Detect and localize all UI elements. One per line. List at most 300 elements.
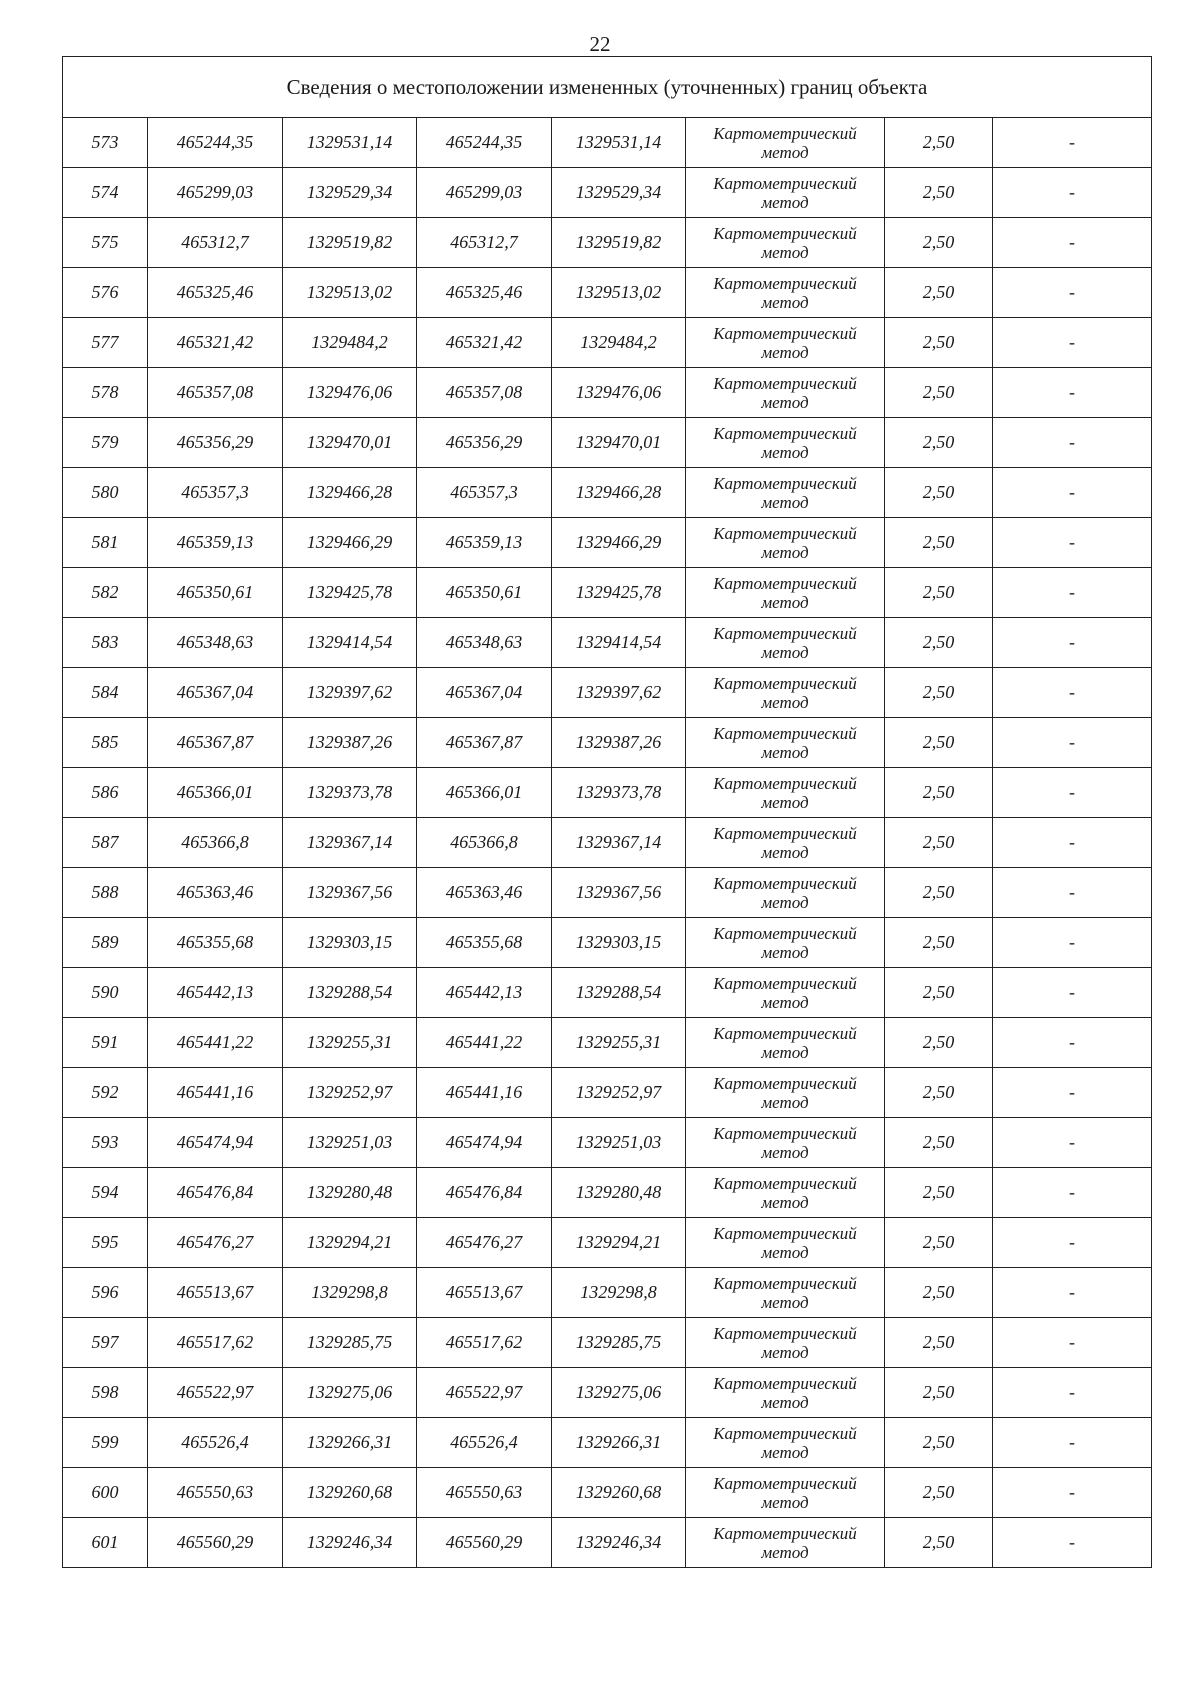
description-cell: -	[993, 618, 1152, 668]
method-cell	[686, 1518, 885, 1568]
table-row	[63, 668, 1152, 718]
method-line-1: Картометрический	[713, 873, 857, 893]
method-line-2: метод	[761, 1142, 809, 1162]
refined-x-cell: 465367,04	[417, 668, 552, 718]
point-number-cell: 574	[63, 168, 148, 218]
existing-x-cell: 465441,16	[148, 1068, 283, 1118]
method-line-2: метод	[761, 242, 809, 262]
method-line-1: Картометрический	[713, 473, 857, 493]
existing-y-cell: 1329251,03	[283, 1118, 417, 1168]
point-number-cell: 584	[63, 668, 148, 718]
description-cell: -	[993, 1518, 1152, 1568]
description-cell: -	[993, 1018, 1152, 1068]
table-row	[63, 318, 1152, 368]
method-line-1: Картометрический	[713, 1473, 857, 1493]
accuracy-cell: 2,50	[885, 968, 993, 1018]
refined-x-cell: 465526,4	[417, 1418, 552, 1468]
accuracy-cell: 2,50	[885, 318, 993, 368]
accuracy-cell: 2,50	[885, 418, 993, 468]
coordinates-table	[62, 56, 1152, 1568]
method-cell	[686, 918, 885, 968]
method-cell	[686, 868, 885, 918]
method-line-2: метод	[761, 992, 809, 1012]
existing-y-cell: 1329529,34	[283, 168, 417, 218]
existing-x-cell: 465367,87	[148, 718, 283, 768]
existing-x-cell: 465312,7	[148, 218, 283, 268]
refined-y-cell: 1329367,14	[552, 818, 686, 868]
refined-y-cell: 1329519,82	[552, 218, 686, 268]
table-row	[63, 218, 1152, 268]
description-cell: -	[993, 368, 1152, 418]
accuracy-cell: 2,50	[885, 118, 993, 168]
method-cell	[686, 168, 885, 218]
existing-x-cell: 465359,13	[148, 518, 283, 568]
table-title: Сведения о местоположении измененных (уточненных) границ объекта	[63, 57, 1152, 118]
refined-x-cell: 465355,68	[417, 918, 552, 968]
refined-x-cell: 465350,61	[417, 568, 552, 618]
page-number: 22	[589, 32, 611, 56]
method-cell	[686, 218, 885, 268]
existing-x-cell: 465513,67	[148, 1268, 283, 1318]
existing-x-cell: 465366,01	[148, 768, 283, 818]
accuracy-cell: 2,50	[885, 1518, 993, 1568]
method-line-2: метод	[761, 342, 809, 362]
method-line-2: метод	[761, 1042, 809, 1062]
method-line-2: метод	[761, 592, 809, 612]
existing-y-cell: 1329246,34	[283, 1518, 417, 1568]
existing-x-cell: 465356,29	[148, 418, 283, 468]
method-cell	[686, 1018, 885, 1068]
existing-x-cell: 465474,94	[148, 1118, 283, 1168]
method-line-2: метод	[761, 192, 809, 212]
existing-y-cell: 1329466,28	[283, 468, 417, 518]
existing-x-cell: 465476,27	[148, 1218, 283, 1268]
point-number-cell: 599	[63, 1418, 148, 1468]
method-cell	[686, 468, 885, 518]
refined-x-cell: 465441,16	[417, 1068, 552, 1118]
refined-x-cell: 465550,63	[417, 1468, 552, 1518]
method-cell	[686, 268, 885, 318]
existing-x-cell: 465363,46	[148, 868, 283, 918]
existing-y-cell: 1329531,14	[283, 118, 417, 168]
refined-x-cell: 465321,42	[417, 318, 552, 368]
point-number-cell: 577	[63, 318, 148, 368]
refined-x-cell: 465366,01	[417, 768, 552, 818]
description-cell: -	[993, 1268, 1152, 1318]
refined-x-cell: 465367,87	[417, 718, 552, 768]
refined-y-cell: 1329275,06	[552, 1368, 686, 1418]
refined-y-cell: 1329252,97	[552, 1068, 686, 1118]
table-row	[63, 568, 1152, 618]
refined-x-cell: 465513,67	[417, 1268, 552, 1318]
table-row	[63, 868, 1152, 918]
refined-y-cell: 1329373,78	[552, 768, 686, 818]
accuracy-cell: 2,50	[885, 1018, 993, 1068]
description-cell: -	[993, 318, 1152, 368]
description-cell: -	[993, 268, 1152, 318]
existing-x-cell: 465357,08	[148, 368, 283, 418]
existing-x-cell: 465476,84	[148, 1168, 283, 1218]
point-number-cell: 585	[63, 718, 148, 768]
method-line-1: Картометрический	[713, 123, 857, 143]
point-number-cell: 578	[63, 368, 148, 418]
method-line-2: метод	[761, 1092, 809, 1112]
method-cell	[686, 1418, 885, 1468]
existing-y-cell: 1329298,8	[283, 1268, 417, 1318]
table-row	[63, 1318, 1152, 1368]
refined-x-cell: 465442,13	[417, 968, 552, 1018]
method-line-1: Картометрический	[713, 573, 857, 593]
description-cell: -	[993, 918, 1152, 968]
point-number-cell: 596	[63, 1268, 148, 1318]
refined-x-cell: 465312,7	[417, 218, 552, 268]
table-row	[63, 1018, 1152, 1068]
method-line-2: метод	[761, 692, 809, 712]
method-line-1: Картометрический	[713, 523, 857, 543]
refined-x-cell: 465359,13	[417, 518, 552, 568]
refined-y-cell: 1329280,48	[552, 1168, 686, 1218]
existing-y-cell: 1329266,31	[283, 1418, 417, 1468]
refined-y-cell: 1329298,8	[552, 1268, 686, 1318]
refined-x-cell: 465560,29	[417, 1518, 552, 1568]
table-row	[63, 268, 1152, 318]
accuracy-cell: 2,50	[885, 818, 993, 868]
point-number-cell: 583	[63, 618, 148, 668]
method-line-1: Картометрический	[713, 1223, 857, 1243]
accuracy-cell: 2,50	[885, 218, 993, 268]
table-row	[63, 968, 1152, 1018]
method-line-1: Картометрический	[713, 1023, 857, 1043]
method-line-1: Картометрический	[713, 173, 857, 193]
existing-x-cell: 465441,22	[148, 1018, 283, 1068]
existing-y-cell: 1329288,54	[283, 968, 417, 1018]
method-line-1: Картометрический	[713, 1073, 857, 1093]
accuracy-cell: 2,50	[885, 668, 993, 718]
accuracy-cell: 2,50	[885, 1218, 993, 1268]
existing-y-cell: 1329513,02	[283, 268, 417, 318]
point-number-cell: 587	[63, 818, 148, 868]
existing-y-cell: 1329476,06	[283, 368, 417, 418]
refined-y-cell: 1329285,75	[552, 1318, 686, 1368]
method-cell	[686, 718, 885, 768]
refined-x-cell: 465357,3	[417, 468, 552, 518]
existing-x-cell: 465244,35	[148, 118, 283, 168]
refined-y-cell: 1329531,14	[552, 118, 686, 168]
method-line-1: Картометрический	[713, 1173, 857, 1193]
accuracy-cell: 2,50	[885, 1068, 993, 1118]
refined-x-cell: 465357,08	[417, 368, 552, 418]
method-cell	[686, 518, 885, 568]
method-line-2: метод	[761, 642, 809, 662]
method-cell	[686, 418, 885, 468]
existing-x-cell: 465357,3	[148, 468, 283, 518]
existing-x-cell: 465350,61	[148, 568, 283, 618]
table-row	[63, 1468, 1152, 1518]
existing-y-cell: 1329285,75	[283, 1318, 417, 1368]
accuracy-cell: 2,50	[885, 1318, 993, 1368]
method-cell	[686, 1318, 885, 1368]
existing-x-cell: 465367,04	[148, 668, 283, 718]
point-number-cell: 593	[63, 1118, 148, 1168]
refined-y-cell: 1329425,78	[552, 568, 686, 618]
table-row	[63, 918, 1152, 968]
existing-y-cell: 1329367,56	[283, 868, 417, 918]
table-row	[63, 1168, 1152, 1218]
existing-y-cell: 1329387,26	[283, 718, 417, 768]
refined-y-cell: 1329397,62	[552, 668, 686, 718]
method-line-1: Картометрический	[713, 223, 857, 243]
method-line-2: метод	[761, 892, 809, 912]
existing-y-cell: 1329466,29	[283, 518, 417, 568]
table-title-row	[63, 57, 1152, 118]
method-line-1: Картометрический	[713, 823, 857, 843]
existing-x-cell: 465526,4	[148, 1418, 283, 1468]
refined-y-cell: 1329246,34	[552, 1518, 686, 1568]
point-number-cell: 601	[63, 1518, 148, 1568]
point-number-cell: 595	[63, 1218, 148, 1268]
description-cell: -	[993, 1218, 1152, 1268]
refined-x-cell: 465244,35	[417, 118, 552, 168]
existing-y-cell: 1329519,82	[283, 218, 417, 268]
description-cell: -	[993, 1318, 1152, 1368]
table-row	[63, 1268, 1152, 1318]
table-row	[63, 1068, 1152, 1118]
point-number-cell: 582	[63, 568, 148, 618]
refined-x-cell: 465325,46	[417, 268, 552, 318]
table-row	[63, 418, 1152, 468]
point-number-cell: 580	[63, 468, 148, 518]
existing-x-cell: 465299,03	[148, 168, 283, 218]
method-line-1: Картометрический	[713, 273, 857, 293]
point-number-cell: 588	[63, 868, 148, 918]
method-line-2: метод	[761, 842, 809, 862]
existing-y-cell: 1329397,62	[283, 668, 417, 718]
method-line-2: метод	[761, 142, 809, 162]
method-cell	[686, 368, 885, 418]
existing-x-cell: 465522,97	[148, 1368, 283, 1418]
point-number-cell: 576	[63, 268, 148, 318]
point-number-cell: 590	[63, 968, 148, 1018]
table-row	[63, 1118, 1152, 1168]
point-number-cell: 573	[63, 118, 148, 168]
existing-y-cell: 1329367,14	[283, 818, 417, 868]
existing-x-cell: 465355,68	[148, 918, 283, 968]
method-line-2: метод	[761, 1342, 809, 1362]
description-cell: -	[993, 1068, 1152, 1118]
method-line-2: метод	[761, 442, 809, 462]
description-cell: -	[993, 968, 1152, 1018]
existing-x-cell: 465321,42	[148, 318, 283, 368]
refined-y-cell: 1329367,56	[552, 868, 686, 918]
refined-y-cell: 1329414,54	[552, 618, 686, 668]
refined-x-cell: 465366,8	[417, 818, 552, 868]
table-row	[63, 718, 1152, 768]
point-number-cell: 592	[63, 1068, 148, 1118]
accuracy-cell: 2,50	[885, 268, 993, 318]
refined-x-cell: 465522,97	[417, 1368, 552, 1418]
method-line-2: метод	[761, 1492, 809, 1512]
refined-y-cell: 1329387,26	[552, 718, 686, 768]
method-line-2: метод	[761, 792, 809, 812]
existing-y-cell: 1329425,78	[283, 568, 417, 618]
table-row	[63, 468, 1152, 518]
description-cell: -	[993, 218, 1152, 268]
accuracy-cell: 2,50	[885, 1168, 993, 1218]
point-number-cell: 600	[63, 1468, 148, 1518]
refined-x-cell: 465474,94	[417, 1118, 552, 1168]
table-row	[63, 768, 1152, 818]
method-line-2: метод	[761, 742, 809, 762]
refined-y-cell: 1329255,31	[552, 1018, 686, 1068]
method-cell	[686, 768, 885, 818]
accuracy-cell: 2,50	[885, 568, 993, 618]
method-line-2: метод	[761, 542, 809, 562]
existing-x-cell: 465442,13	[148, 968, 283, 1018]
method-line-2: метод	[761, 1392, 809, 1412]
description-cell: -	[993, 818, 1152, 868]
refined-y-cell: 1329529,34	[552, 168, 686, 218]
point-number-cell: 594	[63, 1168, 148, 1218]
method-cell	[686, 1168, 885, 1218]
accuracy-cell: 2,50	[885, 468, 993, 518]
method-line-1: Картометрический	[713, 723, 857, 743]
method-cell	[686, 968, 885, 1018]
description-cell: -	[993, 418, 1152, 468]
point-number-cell: 598	[63, 1368, 148, 1418]
method-line-1: Картометрический	[713, 373, 857, 393]
description-cell: -	[993, 568, 1152, 618]
refined-y-cell: 1329466,29	[552, 518, 686, 568]
refined-y-cell: 1329288,54	[552, 968, 686, 1018]
existing-y-cell: 1329294,21	[283, 1218, 417, 1268]
refined-x-cell: 465476,84	[417, 1168, 552, 1218]
existing-y-cell: 1329275,06	[283, 1368, 417, 1418]
point-number-cell: 579	[63, 418, 148, 468]
refined-x-cell: 465363,46	[417, 868, 552, 918]
table-row	[63, 818, 1152, 868]
existing-y-cell: 1329280,48	[283, 1168, 417, 1218]
method-line-1: Картометрический	[713, 1323, 857, 1343]
refined-y-cell: 1329476,06	[552, 368, 686, 418]
description-cell: -	[993, 718, 1152, 768]
method-line-1: Картометрический	[713, 1423, 857, 1443]
refined-y-cell: 1329260,68	[552, 1468, 686, 1518]
refined-x-cell: 465299,03	[417, 168, 552, 218]
table-row	[63, 168, 1152, 218]
existing-y-cell: 1329303,15	[283, 918, 417, 968]
description-cell: -	[993, 468, 1152, 518]
accuracy-cell: 2,50	[885, 618, 993, 668]
method-line-1: Картометрический	[713, 1373, 857, 1393]
accuracy-cell: 2,50	[885, 368, 993, 418]
method-line-2: метод	[761, 1192, 809, 1212]
accuracy-cell: 2,50	[885, 1468, 993, 1518]
method-line-1: Картометрический	[713, 773, 857, 793]
method-line-1: Картометрический	[713, 1523, 857, 1543]
method-cell	[686, 118, 885, 168]
method-line-2: метод	[761, 1292, 809, 1312]
method-cell	[686, 618, 885, 668]
method-line-2: метод	[761, 942, 809, 962]
method-cell	[686, 1118, 885, 1168]
method-line-1: Картометрический	[713, 923, 857, 943]
refined-x-cell: 465441,22	[417, 1018, 552, 1068]
refined-y-cell: 1329513,02	[552, 268, 686, 318]
refined-x-cell: 465348,63	[417, 618, 552, 668]
existing-x-cell: 465348,63	[148, 618, 283, 668]
method-line-2: метод	[761, 1542, 809, 1562]
point-number-cell: 597	[63, 1318, 148, 1368]
method-line-2: метод	[761, 392, 809, 412]
description-cell: -	[993, 868, 1152, 918]
description-cell: -	[993, 1468, 1152, 1518]
method-cell	[686, 1368, 885, 1418]
description-cell: -	[993, 168, 1152, 218]
point-number-cell: 581	[63, 518, 148, 568]
accuracy-cell: 2,50	[885, 768, 993, 818]
existing-y-cell: 1329373,78	[283, 768, 417, 818]
table-row	[63, 1418, 1152, 1468]
description-cell: -	[993, 668, 1152, 718]
method-cell	[686, 318, 885, 368]
table-row	[63, 1518, 1152, 1568]
accuracy-cell: 2,50	[885, 168, 993, 218]
accuracy-cell: 2,50	[885, 868, 993, 918]
refined-y-cell: 1329484,2	[552, 318, 686, 368]
accuracy-cell: 2,50	[885, 1368, 993, 1418]
method-line-1: Картометрический	[713, 1273, 857, 1293]
method-line-2: метод	[761, 1442, 809, 1462]
method-line-1: Картометрический	[713, 1123, 857, 1143]
accuracy-cell: 2,50	[885, 918, 993, 968]
accuracy-cell: 2,50	[885, 718, 993, 768]
method-cell	[686, 1268, 885, 1318]
method-cell	[686, 1218, 885, 1268]
description-cell: -	[993, 1418, 1152, 1468]
refined-y-cell: 1329303,15	[552, 918, 686, 968]
existing-y-cell: 1329484,2	[283, 318, 417, 368]
refined-y-cell: 1329251,03	[552, 1118, 686, 1168]
description-cell: -	[993, 1118, 1152, 1168]
refined-y-cell: 1329470,01	[552, 418, 686, 468]
accuracy-cell: 2,50	[885, 1418, 993, 1468]
accuracy-cell: 2,50	[885, 1118, 993, 1168]
existing-y-cell: 1329255,31	[283, 1018, 417, 1068]
table-row	[63, 618, 1152, 668]
existing-x-cell: 465550,63	[148, 1468, 283, 1518]
method-line-1: Картометрический	[713, 423, 857, 443]
refined-y-cell: 1329466,28	[552, 468, 686, 518]
existing-x-cell: 465325,46	[148, 268, 283, 318]
method-cell	[686, 668, 885, 718]
table-row	[63, 1218, 1152, 1268]
accuracy-cell: 2,50	[885, 1268, 993, 1318]
table-row	[63, 1368, 1152, 1418]
method-line-1: Картометрический	[713, 623, 857, 643]
existing-x-cell: 465560,29	[148, 1518, 283, 1568]
method-cell	[686, 818, 885, 868]
point-number-cell: 591	[63, 1018, 148, 1068]
method-line-2: метод	[761, 292, 809, 312]
refined-y-cell: 1329294,21	[552, 1218, 686, 1268]
point-number-cell: 586	[63, 768, 148, 818]
existing-y-cell: 1329470,01	[283, 418, 417, 468]
method-cell	[686, 568, 885, 618]
table-row	[63, 518, 1152, 568]
description-cell: -	[993, 1168, 1152, 1218]
refined-y-cell: 1329266,31	[552, 1418, 686, 1468]
description-cell: -	[993, 118, 1152, 168]
